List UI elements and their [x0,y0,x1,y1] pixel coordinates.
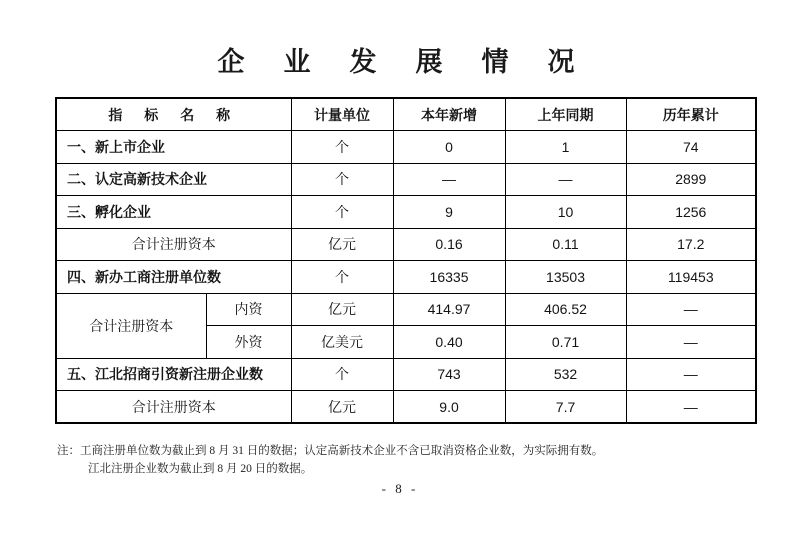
table-row-registered-capital-domestic [56,293,756,326]
value-same-period: 13503 [505,261,626,294]
row-label: 二、认定高新技术企业 [56,163,291,196]
row-unit: 亿元 [291,391,393,424]
row-unit: 个 [291,131,393,164]
row-sublabel-domestic: 内资 [206,293,291,326]
value-new-this-year: 9 [393,196,505,229]
column-header-new-this-year: 本年新增 [393,98,505,131]
value-new-this-year: — [393,163,505,196]
value-new-this-year: 16335 [393,261,505,294]
row-label-total-registered-capital: 合计注册资本 [56,293,206,358]
value-same-period: 0.11 [505,228,626,261]
value-same-period: 10 [505,196,626,229]
enterprise-development-table [55,97,757,424]
row-unit: 个 [291,358,393,391]
value-cumulative: 74 [626,131,756,164]
row-label: 合计注册资本 [56,228,291,261]
row-label: 五、江北招商引资新注册企业数 [56,358,291,391]
table-row-incubated-registered-capital [56,228,756,261]
value-cumulative: 2899 [626,163,756,196]
value-cumulative: — [626,326,756,359]
value-same-period: 0.71 [505,326,626,359]
value-cumulative: 119453 [626,261,756,294]
row-label: 一、新上市企业 [56,131,291,164]
value-new-this-year: 0.40 [393,326,505,359]
value-same-period: 406.52 [505,293,626,326]
table-row-jiangbei-new-registered-enterprises [56,358,756,391]
column-header-indicator: 指 标 名 称 [56,98,291,131]
row-unit: 个 [291,163,393,196]
value-same-period: 1 [505,131,626,164]
table-row-high-tech-enterprises [56,163,756,196]
value-cumulative: — [626,358,756,391]
value-new-this-year: 0 [393,131,505,164]
value-cumulative: 17.2 [626,228,756,261]
value-cumulative: — [626,391,756,424]
row-unit: 亿元 [291,293,393,326]
value-cumulative: 1256 [626,196,756,229]
column-header-unit: 计量单位 [291,98,393,131]
footnotes [57,442,763,478]
table-header-row [56,98,756,131]
row-label: 合计注册资本 [56,391,291,424]
value-new-this-year: 0.16 [393,228,505,261]
column-header-cumulative: 历年累计 [626,98,756,131]
row-label: 三、孵化企业 [56,196,291,229]
column-header-same-period-last-year: 上年同期 [505,98,626,131]
footnote-line-2: 江北注册企业数为截止到 8 月 20 日的数据。 [88,463,313,475]
table-row-new-listed-enterprises [56,131,756,164]
value-new-this-year: 414.97 [393,293,505,326]
value-new-this-year: 743 [393,358,505,391]
value-cumulative: — [626,293,756,326]
page-number: - 8 - [381,481,419,496]
row-sublabel-foreign: 外资 [206,326,291,359]
footnote-line-1: 注：工商注册单位数为截止到 8 月 31 日的数据；认定高新技术企业不含已取消资格企业数，为实际拥有数。 [57,445,604,457]
row-unit: 个 [291,196,393,229]
row-unit: 亿元 [291,228,393,261]
value-same-period: 7.7 [505,391,626,424]
table-row-new-business-registrations [56,261,756,294]
value-same-period: 532 [505,358,626,391]
table-row-incubated-enterprises [56,196,756,229]
value-new-this-year: 9.0 [393,391,505,424]
row-unit: 亿美元 [291,326,393,359]
row-label: 四、新办工商注册单位数 [56,261,291,294]
row-unit: 个 [291,261,393,294]
page-title: 企 业 发 展 情 况 [217,47,583,77]
table-row-jiangbei-registered-capital [56,391,756,424]
value-same-period: — [505,163,626,196]
